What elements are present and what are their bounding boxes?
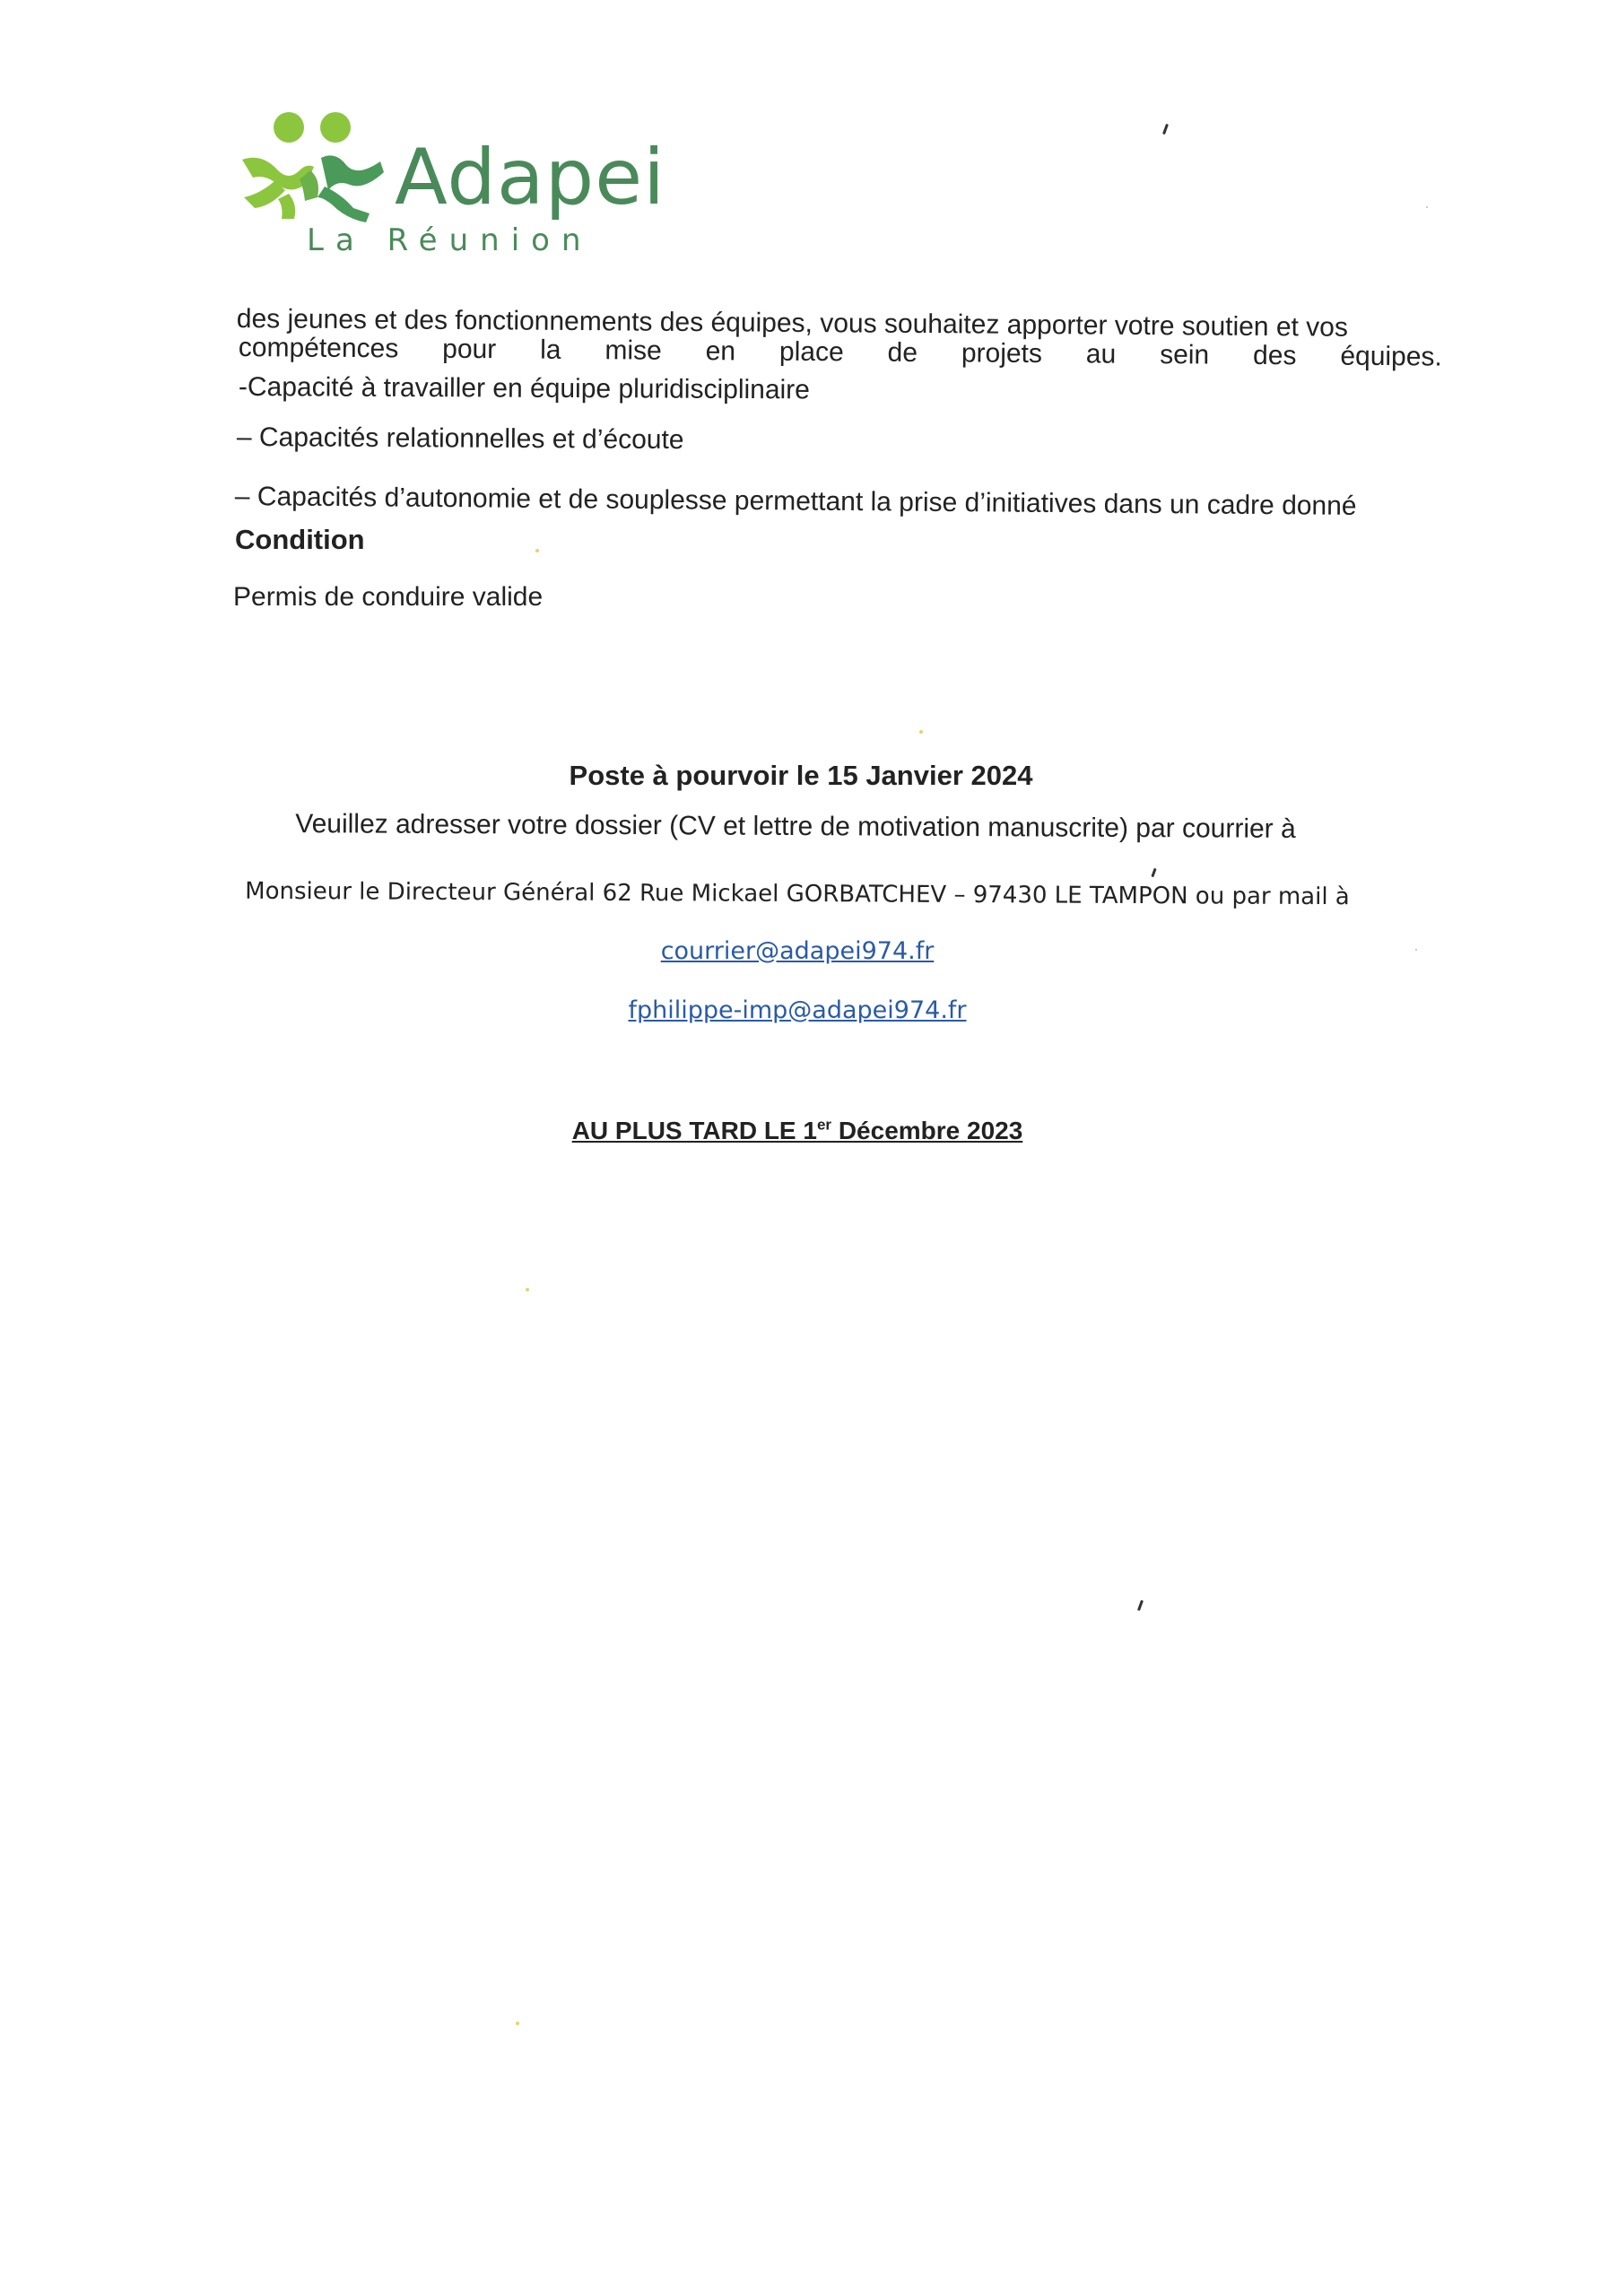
condition-heading: Condition — [235, 524, 365, 555]
body-line-4: – Capacités relationnelles et d’écoute — [236, 422, 684, 456]
email-line-2 — [0, 996, 1602, 1026]
postal-address: Monsieur le Directeur Général 62 Rue Mickael GORBATCHEV – 97430 LE TAMPON ou par mail à — [245, 877, 1350, 911]
condition-text: Permis de conduire valide — [233, 582, 544, 612]
scan-dot — [1426, 206, 1428, 208]
deadline-prefix: AU PLUS TARD LE 1 — [571, 1117, 817, 1144]
logo-brand-text: Adapei — [395, 133, 666, 222]
application-instructions: Veuillez adresser votre dossier (CV et lettre de motivation manuscrite) par courrier à — [295, 809, 1296, 844]
scan-speck — [1162, 124, 1169, 135]
scan-speck — [1137, 1600, 1144, 1611]
deadline-ordinal: er — [816, 1116, 832, 1134]
scan-dot — [919, 730, 923, 734]
scan-speck — [1151, 868, 1156, 877]
deadline — [0, 1116, 1602, 1146]
adapei-logo — [235, 100, 683, 262]
body-line-1: des jeunes et des fonctionnements des équipes, vous souhaitez apporter votre soutien et vos — [236, 303, 1349, 343]
scan-dot — [526, 1288, 529, 1292]
deadline-suffix: Décembre 2023 — [831, 1117, 1023, 1144]
poste-date: Poste à pourvoir le 15 Janvier 2024 — [569, 760, 1033, 791]
email-link-courrier[interactable]: courrier@adapei974.fr — [660, 937, 935, 965]
body-line-5: – Capacités d’autonomie et de souplesse permettant la prise d’initiatives dans un cadre donné — [234, 481, 1357, 521]
logo-subtitle: La Réunion — [307, 222, 593, 258]
scan-dot — [1415, 949, 1417, 951]
body-line-3: -Capacité à travailler en équipe pluridisciplinaire — [238, 372, 811, 405]
body-line-2: compétences pour la mise en place de projets au sein des équipes. — [238, 332, 1442, 372]
scan-dot — [516, 2022, 519, 2025]
people-logo-icon — [235, 108, 387, 224]
email-line-1 — [0, 936, 1602, 967]
email-link-fphilippe[interactable]: fphilippe-imp@adapei974.fr — [628, 996, 967, 1024]
scan-dot — [535, 549, 539, 552]
